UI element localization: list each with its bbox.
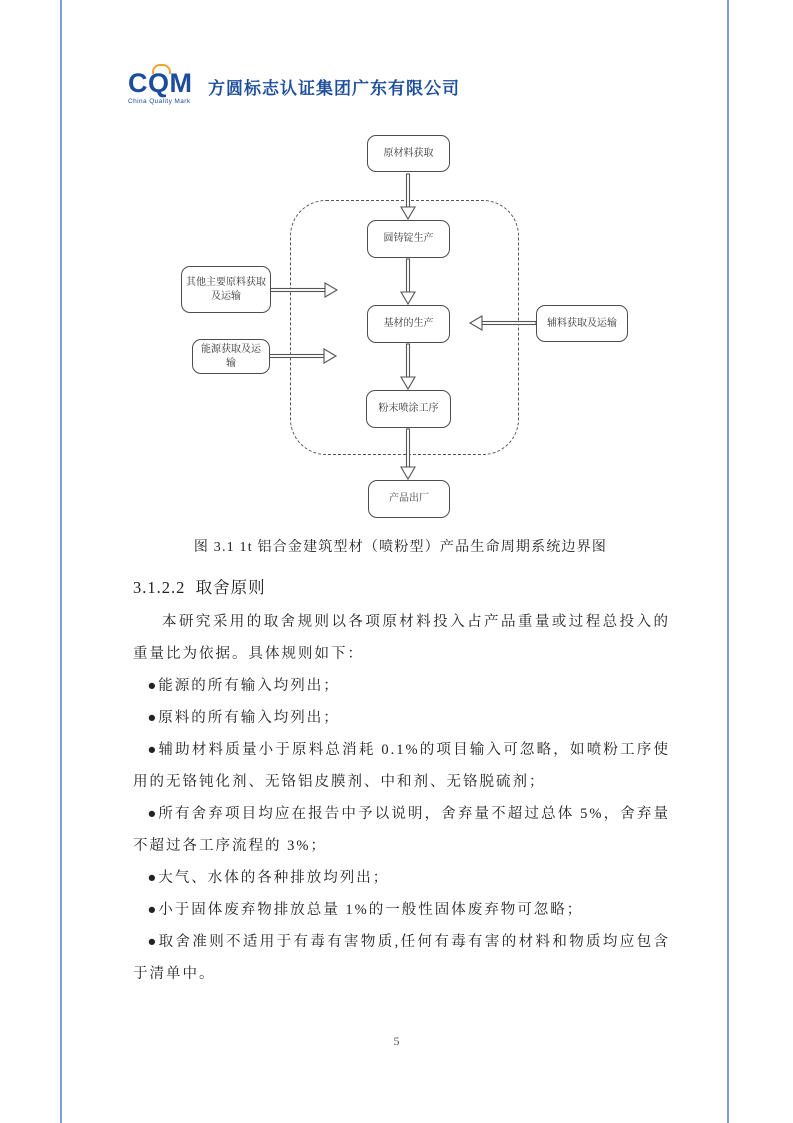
logo-tagline: China Quality Mark (128, 98, 191, 105)
flow-arrow-right-1 (269, 283, 337, 297)
flow-arrow-down-1 (401, 174, 415, 219)
flow-input-energy: 能源获取及运输 (192, 339, 270, 374)
section-heading: 3.1.2.2 取舍原则 (133, 578, 266, 597)
flow-input-other-raw-materials: 其他主要原料获取及运输 (181, 266, 271, 313)
system-boundary-dashed-box (290, 200, 519, 455)
intro-paragraph: 本研究采用的取舍规则以各项原材料投入占产品重量或过程总投入的重量比为依据。具体规则如下： (133, 614, 670, 662)
flow-step-ingot-production: 圆铸锭生产 (367, 220, 450, 258)
bullet-item: ●小于固体废弃物排放总量 1%的一般性固体废弃物可忽略； (147, 902, 584, 918)
figure-caption: 图 3.1 1t 铝合金建筑型材（喷粉型）产品生命周期系统边界图 (193, 540, 608, 555)
header (128, 70, 460, 116)
bullet-item: ●能源的所有输入均列出； (147, 678, 340, 694)
flow-arrow-down-4 (401, 429, 415, 479)
flow-arrow-down-3 (401, 344, 415, 389)
bullet-item: ●原料的所有输入均列出； (147, 710, 340, 726)
flow-step-base-material: 基材的生产 (367, 305, 450, 343)
page-number: 5 (393, 1034, 400, 1048)
page-border-right-line (727, 0, 729, 1123)
bullet-item: ●所有舍弃项目均应在报告中予以说明，舍弃量不超过总体 5%，舍弃量不超过各工序流程的 3%； (133, 806, 670, 854)
cqm-logo (128, 70, 202, 105)
page-border-left-line (60, 0, 62, 1123)
section-body (133, 606, 670, 990)
logo-orange-arc-icon (152, 64, 171, 74)
company-name: 方圆标志认证集团广东有限公司 (208, 79, 460, 98)
bullet-item: ●大气、水体的各种排放均列出； (147, 870, 390, 886)
flow-step-raw-material: 原材料获取 (367, 135, 450, 172)
flow-input-auxiliary-materials: 辅料获取及运输 (536, 305, 628, 342)
flow-arrow-left-1 (470, 316, 536, 330)
flow-step-product-shipment: 产品出厂 (368, 480, 450, 518)
flow-step-powder-coating: 粉末喷涂工序 (366, 390, 451, 428)
bullet-item: ●取舍准则不适用于有毒有害物质,任何有毒有害的材料和物质均应包含于清单中。 (133, 934, 670, 982)
logo-acronym: CQM (128, 68, 193, 98)
flow-arrow-right-2 (269, 349, 336, 363)
bullet-item: ●辅助材料质量小于原料总消耗 0.1%的项目输入可忽略，如喷粉工序使用的无铬钝化剂、无铬铝皮膜剂、中和剂、无铬脱硫剂； (133, 742, 670, 790)
flow-arrow-down-2 (401, 259, 415, 304)
